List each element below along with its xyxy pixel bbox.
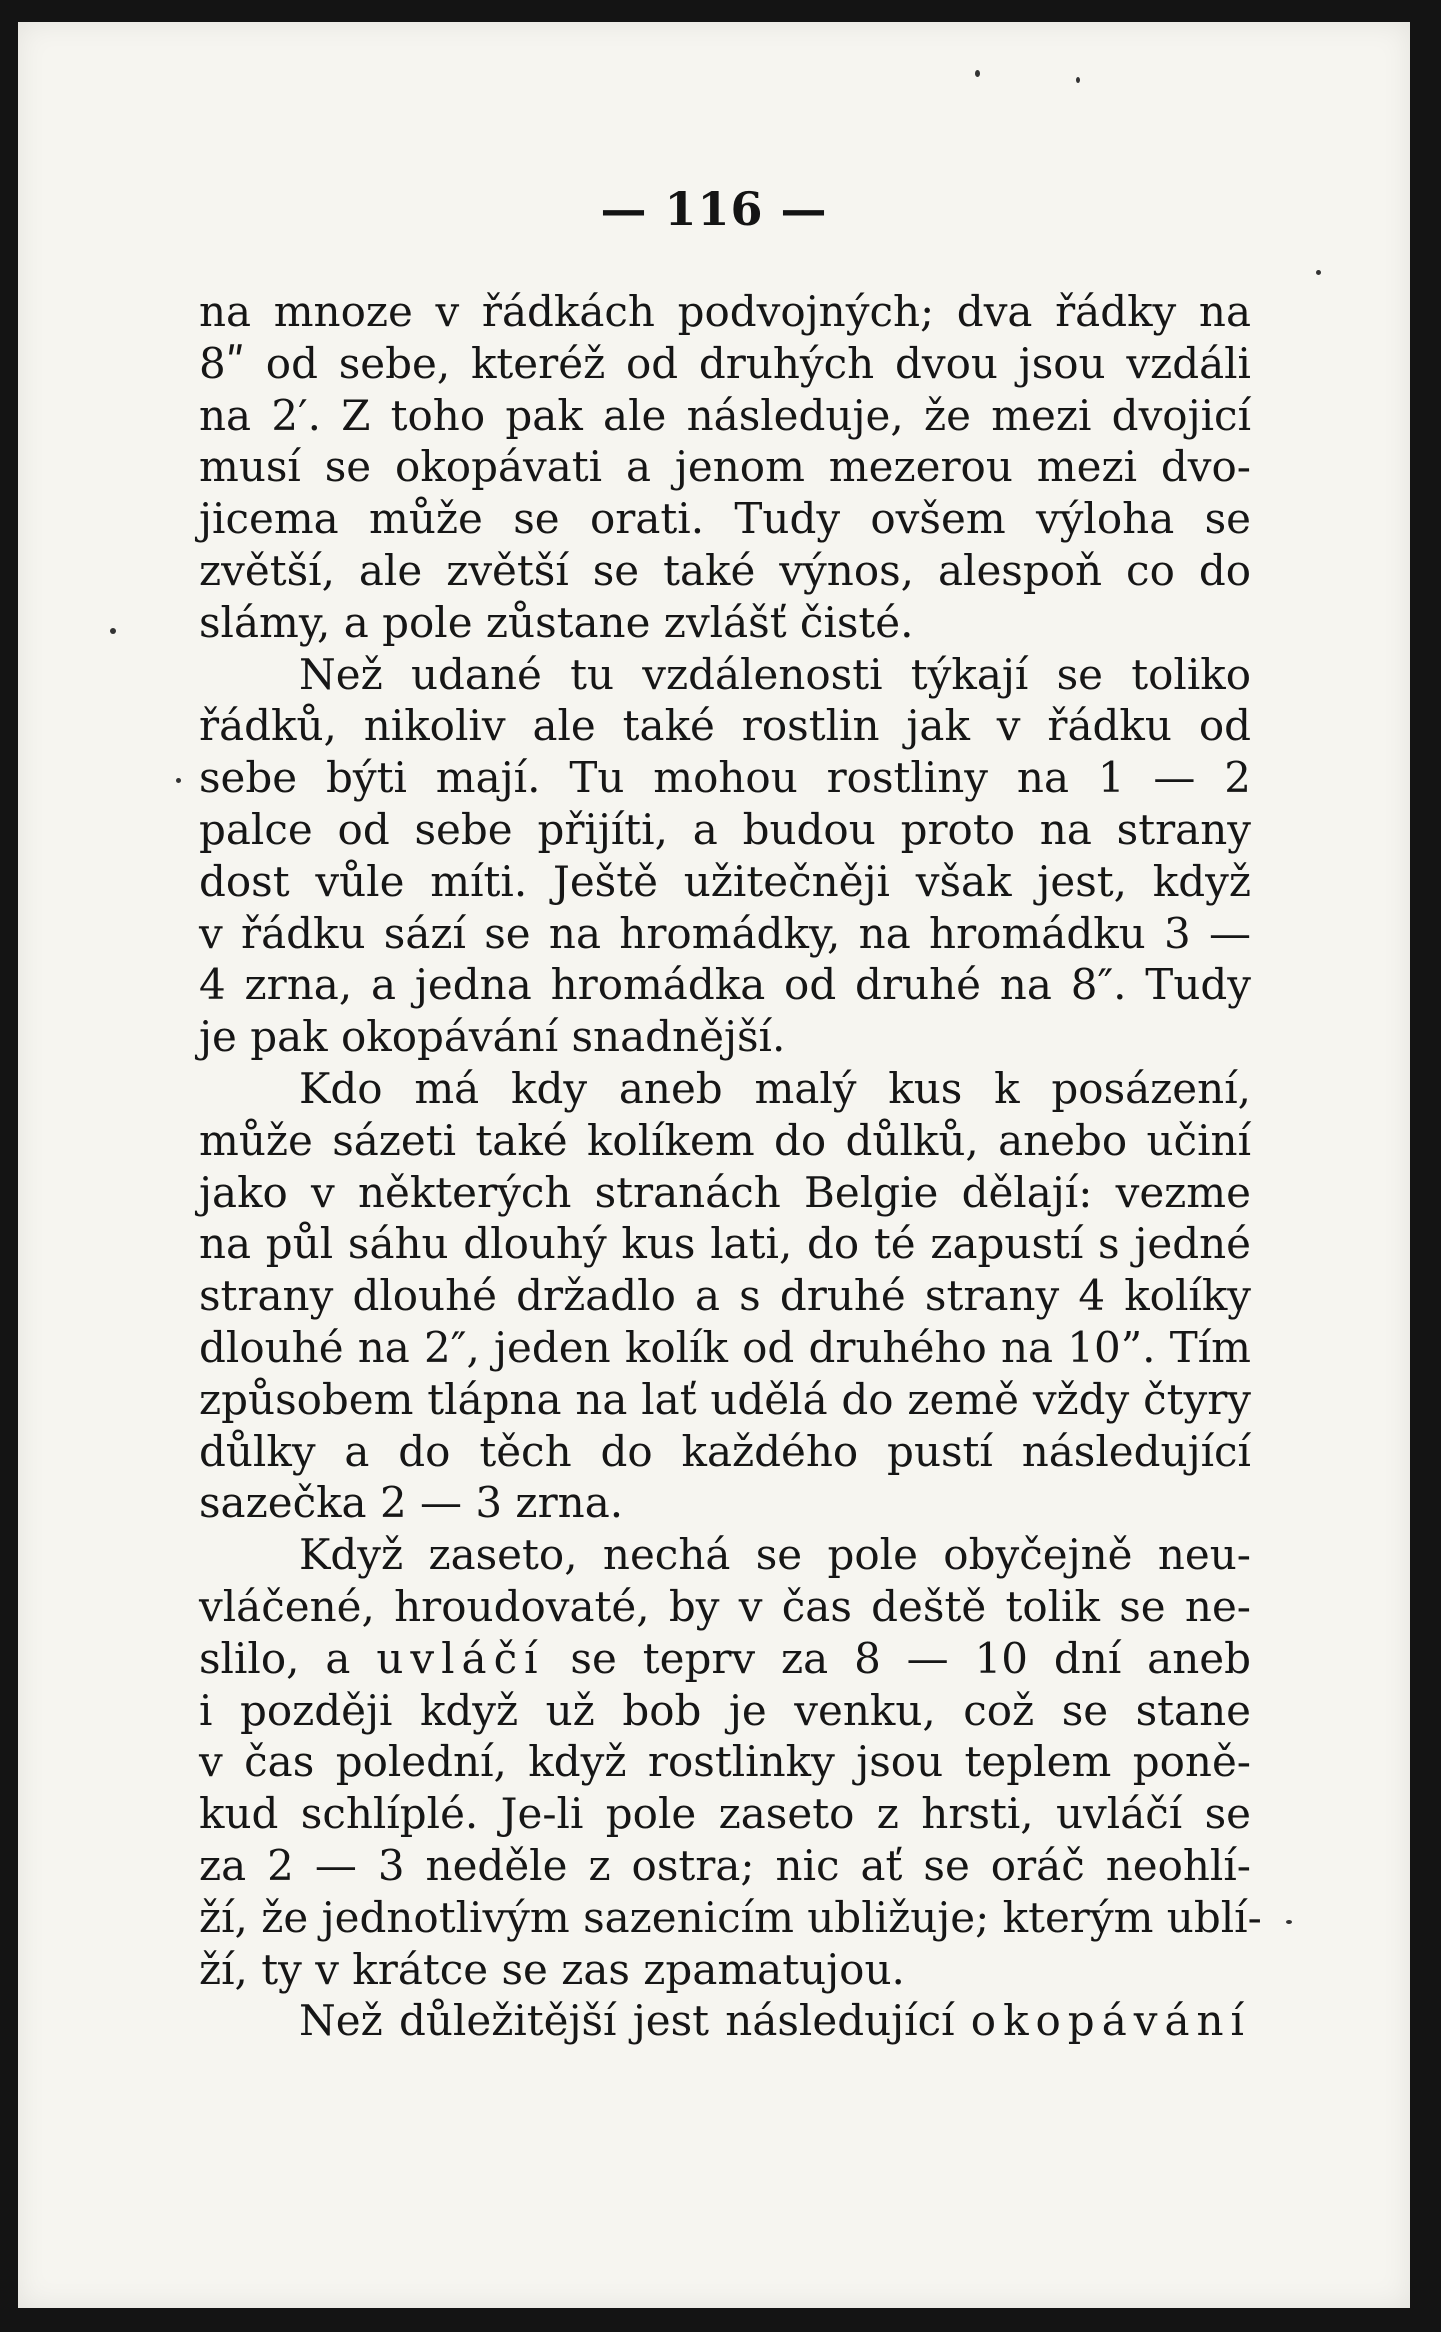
paragraph-start-line: Když zaseto, nechá se pole obyčejně neu- bbox=[299, 1530, 1251, 1580]
paragraph-end-line: sazečka 2 — 3 zrna. bbox=[199, 1478, 624, 1528]
paragraph-start-line: Než udané tu vzdálenosti týkají se toliko bbox=[299, 649, 1251, 699]
scan-speck bbox=[110, 628, 116, 634]
text-line: dlouhé na 2″, jeden kolík od druhého na 10”. Tím bbox=[199, 1322, 1251, 1372]
text-line: dost vůle míti. Ještě užitečněji však jest, když bbox=[199, 856, 1251, 906]
text-line-with-spaced-word bbox=[199, 1995, 1251, 2047]
paragraph-end-line: slámy, a pole zůstane zvlášť čisté. bbox=[199, 597, 914, 647]
paragraph-start-line: Kdo má kdy aneb malý kus k posázení, bbox=[299, 1063, 1251, 1113]
line-prefix: Než důležitější jest následující bbox=[299, 1996, 955, 2046]
text-line: jicema může se orati. Tudy ovšem výloha se bbox=[199, 494, 1251, 544]
scan-speck bbox=[975, 70, 980, 77]
text-line: 8ʺ od sebe, kteréž od druhých dvou jsou vzdáli bbox=[199, 338, 1251, 388]
page-number: — 116 — bbox=[600, 182, 828, 236]
text-line: v řádku sází se na hromádky, na hromádku 3 — bbox=[199, 908, 1251, 958]
text-line: důlky a do těch do každého pustí následující bbox=[199, 1426, 1251, 1476]
text-line-with-spaced-word bbox=[199, 1633, 1251, 1685]
paragraph-end-line: ží, ty v krátce se zas zpamatujou. bbox=[199, 1944, 905, 1994]
text-line: způsobem tlápna na lať udělá do země vždy čtyry bbox=[199, 1374, 1251, 1424]
text-line: sebe býti mají. Tu mohou rostliny na 1 — 2 bbox=[199, 753, 1251, 803]
text-line: jako v některých stranách Belgie dělají: vezme bbox=[199, 1167, 1251, 1217]
text-line: i později když už bob je venku, což se stane bbox=[199, 1685, 1251, 1735]
spaced-emphasis-word: okopávání bbox=[970, 1996, 1251, 2046]
text-line: může sázeti také kolíkem do důlků, anebo učiní bbox=[199, 1115, 1251, 1165]
paragraph-end-line: je pak okopávání snadnější. bbox=[199, 1012, 786, 1062]
text-line: na mnoze v řádkách podvojných; dva řádky na bbox=[199, 287, 1251, 336]
text-line: řádků, nikoliv ale také rostlin jak v řádku od bbox=[199, 701, 1251, 751]
spaced-emphasis-word: uvláčí bbox=[376, 1633, 545, 1683]
book-page bbox=[18, 22, 1410, 2308]
text-line: zvětší, ale zvětší se také výnos, alespoň co do bbox=[199, 545, 1251, 595]
text-line: strany dlouhé držadlo a s druhé strany 4 kolíky bbox=[199, 1271, 1251, 1321]
text-line: na 2′. Z toho pak ale následuje, že mezi dvojicí bbox=[199, 390, 1251, 440]
text-line: palce od sebe přijíti, a budou proto na strany bbox=[199, 804, 1251, 854]
scan-speck bbox=[176, 778, 181, 783]
text-line: kud schlíplé. Je-li pole zaseto z hrsti, uvláčí se bbox=[199, 1789, 1251, 1839]
text-line: ží, že jednotlivým sazenicím ubližuje; kterým ublí- bbox=[199, 1892, 1262, 1942]
text-line: musí se okopávati a jenom mezerou mezi dvo- bbox=[199, 442, 1251, 492]
line-suffix: se teprv za 8 — 10 dní aneb bbox=[570, 1633, 1251, 1683]
text-line: na půl sáhu dlouhý kus lati, do té zapustí s jedné bbox=[199, 1219, 1251, 1269]
scan-speck bbox=[1286, 1920, 1292, 1924]
text-line: 4 zrna, a jedna hromádka od druhé na 8″. Tudy bbox=[199, 960, 1251, 1010]
text-line: vláčené, hroudovaté, by v čas deště tolik se ne- bbox=[199, 1581, 1251, 1631]
line-prefix: slilo, a bbox=[199, 1633, 351, 1683]
scan-speck bbox=[1076, 77, 1080, 83]
text-line: za 2 — 3 neděle z ostra; nic ať se oráč neohlí- bbox=[199, 1840, 1251, 1890]
scan-speck bbox=[1316, 270, 1321, 275]
text-line: v čas polední, když rostlinky jsou teplem poně- bbox=[199, 1737, 1251, 1787]
body-text bbox=[199, 286, 1262, 2047]
